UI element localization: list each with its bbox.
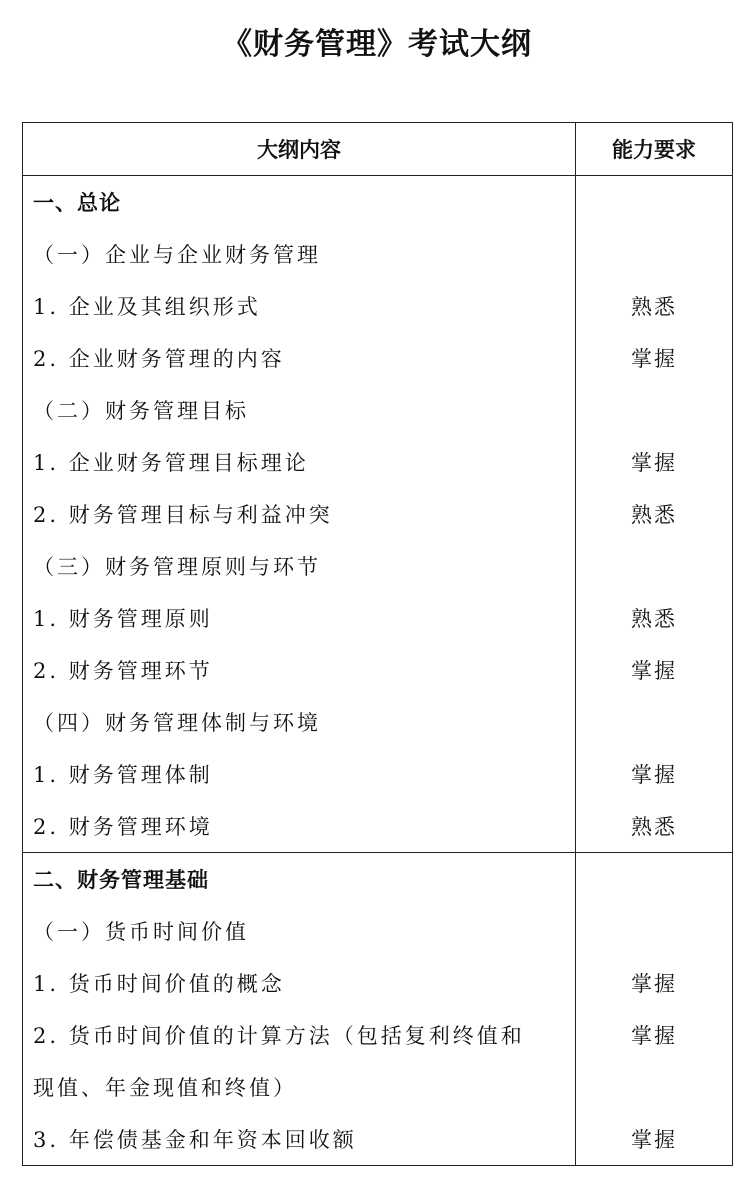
row-requirement xyxy=(576,696,733,748)
row-content: （三）财务管理原则与环节 xyxy=(23,540,576,592)
row-requirement: 掌握 xyxy=(576,644,733,696)
table-row xyxy=(23,696,733,748)
table-row xyxy=(23,853,733,906)
row-requirement: 熟悉 xyxy=(576,488,733,540)
row-requirement: 掌握 xyxy=(576,957,733,1009)
table-row xyxy=(23,488,733,540)
table-row xyxy=(23,1061,733,1113)
table-row xyxy=(23,176,733,229)
table-row xyxy=(23,905,733,957)
row-requirement: 熟悉 xyxy=(576,800,733,853)
row-requirement: 熟悉 xyxy=(576,592,733,644)
row-content: 1. 企业财务管理目标理论 xyxy=(23,436,576,488)
table-row xyxy=(23,228,733,280)
outline-table xyxy=(22,122,733,1166)
row-content: 3. 年偿债基金和年资本回收额 xyxy=(23,1113,576,1166)
row-requirement: 掌握 xyxy=(576,332,733,384)
table-row xyxy=(23,1009,733,1061)
table-row xyxy=(23,1113,733,1166)
row-content: 二、财务管理基础 xyxy=(23,853,576,906)
table-row xyxy=(23,280,733,332)
row-content: 1. 企业及其组织形式 xyxy=(23,280,576,332)
row-requirement xyxy=(576,176,733,229)
row-requirement xyxy=(576,384,733,436)
row-content: 一、总论 xyxy=(23,176,576,229)
row-content: 1. 货币时间价值的概念 xyxy=(23,957,576,1009)
table-row xyxy=(23,436,733,488)
row-requirement: 掌握 xyxy=(576,1113,733,1166)
row-content: 1. 财务管理体制 xyxy=(23,748,576,800)
table-row xyxy=(23,748,733,800)
row-content: 2. 财务管理目标与利益冲突 xyxy=(23,488,576,540)
table-header-row xyxy=(23,123,733,176)
table-row xyxy=(23,384,733,436)
page-title: 《财务管理》考试大纲 xyxy=(222,27,532,62)
row-content: （一）企业与企业财务管理 xyxy=(23,228,576,280)
row-requirement xyxy=(576,1061,733,1113)
row-requirement: 掌握 xyxy=(576,436,733,488)
row-content: （一）货币时间价值 xyxy=(23,905,576,957)
row-requirement xyxy=(576,228,733,280)
row-requirement: 掌握 xyxy=(576,1009,733,1061)
row-requirement: 掌握 xyxy=(576,748,733,800)
header-requirement: 能力要求 xyxy=(576,123,733,176)
table-row xyxy=(23,644,733,696)
row-content: 2. 财务管理环节 xyxy=(23,644,576,696)
row-content: 2. 财务管理环境 xyxy=(23,800,576,853)
header-content: 大纲内容 xyxy=(23,123,576,176)
row-content: 现值、年金现值和终值） xyxy=(23,1061,576,1113)
table-row xyxy=(23,800,733,853)
row-content: 2. 企业财务管理的内容 xyxy=(23,332,576,384)
table-body xyxy=(23,176,733,1166)
table-row xyxy=(23,332,733,384)
row-requirement xyxy=(576,905,733,957)
table-row xyxy=(23,592,733,644)
row-requirement xyxy=(576,540,733,592)
row-content: （二）财务管理目标 xyxy=(23,384,576,436)
row-requirement xyxy=(576,853,733,906)
row-requirement: 熟悉 xyxy=(576,280,733,332)
table-row xyxy=(23,957,733,1009)
row-content: 1. 财务管理原则 xyxy=(23,592,576,644)
row-content: （四）财务管理体制与环境 xyxy=(23,696,576,748)
table-row xyxy=(23,540,733,592)
row-content: 2. 货币时间价值的计算方法（包括复利终值和 xyxy=(23,1009,576,1061)
